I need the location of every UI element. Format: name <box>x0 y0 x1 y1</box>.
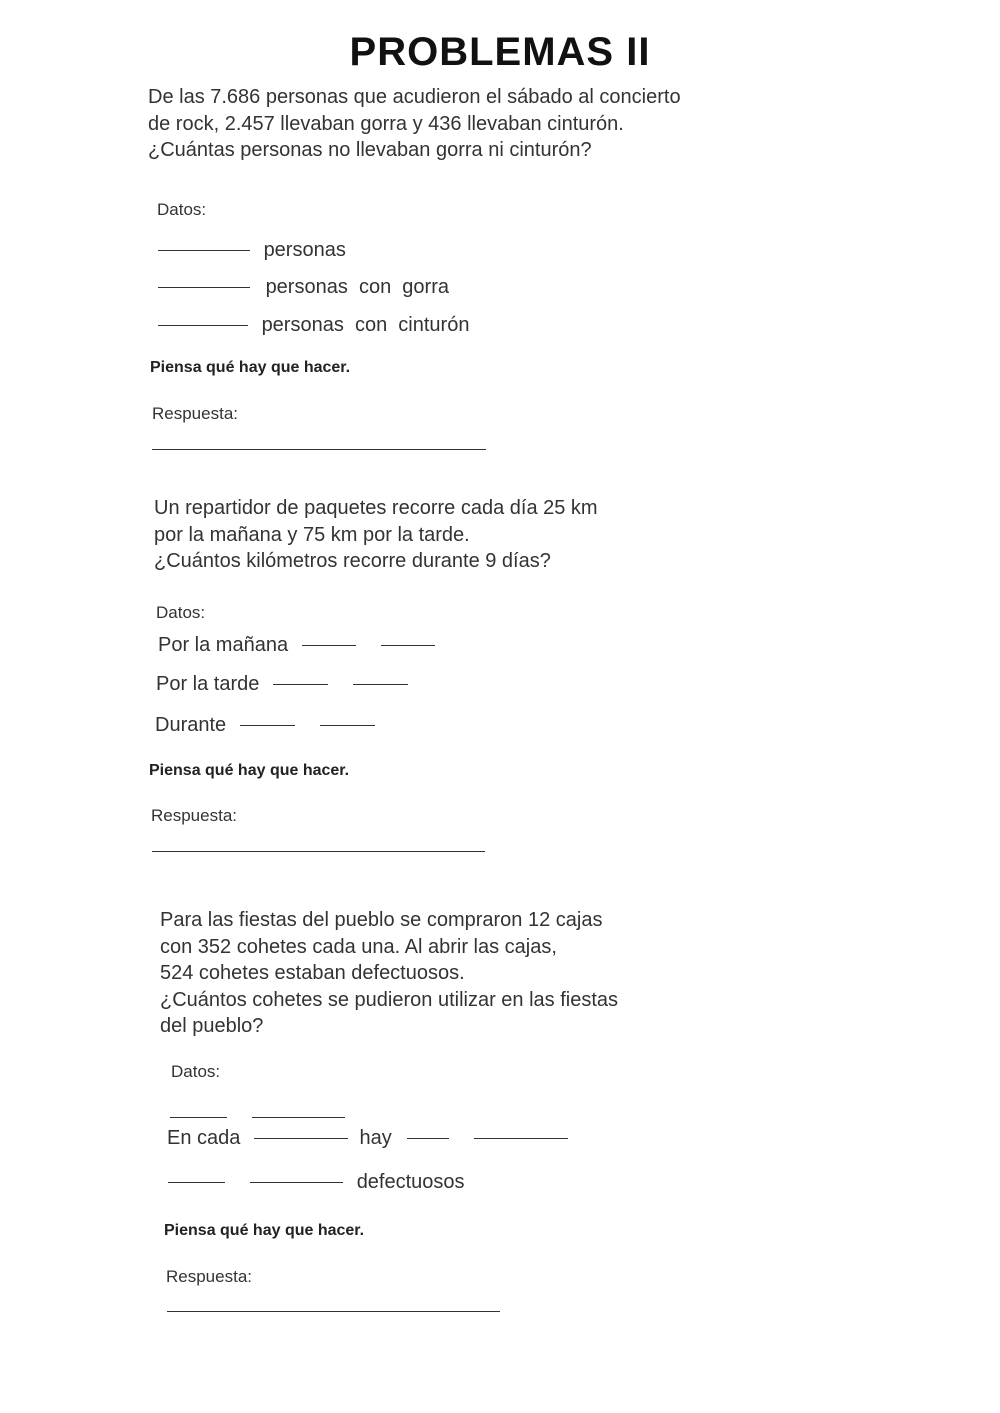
statement-line: con 352 cohetes cada una. Al abrir las cajas, <box>160 935 557 958</box>
problem-1-data-row <box>158 239 346 262</box>
problem-2-data-row <box>156 673 408 696</box>
problem-3-answer-label: Respuesta: <box>166 1267 252 1286</box>
statement-line: ¿Cuántos cohetes se pudieron utilizar en las fiestas <box>160 988 619 1011</box>
blank-field[interactable] <box>240 724 295 726</box>
problem-3-answer-line[interactable] <box>167 1311 500 1312</box>
problem-2-data-row <box>155 714 375 737</box>
problem-2-data-row <box>158 634 435 657</box>
problem-3-think-label: Piensa qué hay que hacer. <box>164 1222 365 1239</box>
problem-2-answer-line[interactable] <box>152 851 485 852</box>
blank-field[interactable] <box>158 286 250 288</box>
problem-1-statement <box>148 84 681 164</box>
blank-field[interactable] <box>168 1181 225 1183</box>
blank-field[interactable] <box>474 1137 568 1139</box>
data-row-label: Por la tarde <box>156 673 260 695</box>
data-row-label: personas con gorra <box>265 276 449 298</box>
blank-field[interactable] <box>252 1116 345 1118</box>
statement-line: De las 7.686 personas que acudieron el sábado al concierto <box>148 86 681 108</box>
blank-field[interactable] <box>250 1181 343 1183</box>
problem-1-data-label: Datos: <box>157 200 207 219</box>
problem-1-think-label: Piensa qué hay que hacer. <box>150 359 351 376</box>
blank-field[interactable] <box>302 644 356 646</box>
problem-3-data-label: Datos: <box>171 1062 221 1081</box>
data-row-label: defectuosos <box>356 1171 465 1193</box>
problem-2-think-label: Piensa qué hay que hacer. <box>149 762 350 779</box>
blank-field[interactable] <box>158 249 250 251</box>
blank-field[interactable] <box>254 1137 348 1139</box>
statement-line: Para las fiestas del pueblo se compraron 12 cajas <box>160 909 603 931</box>
blank-field[interactable] <box>381 644 435 646</box>
data-row-label: Por la mañana <box>158 634 289 656</box>
problem-3-data-row <box>168 1171 465 1194</box>
blank-field[interactable] <box>320 724 375 726</box>
data-row-label: personas con cinturón <box>261 314 470 336</box>
statement-line: ¿Cuántas personas no llevaban gorra ni cinturón? <box>148 139 592 161</box>
page-title: PROBLEMAS II <box>349 30 651 74</box>
data-row-label: Durante <box>155 714 227 736</box>
problem-1-answer-label: Respuesta: <box>152 404 238 423</box>
data-row-label: hay <box>359 1127 392 1149</box>
problem-1-data-row <box>158 314 469 337</box>
blank-field[interactable] <box>353 683 408 685</box>
statement-line: por la mañana y 75 km por la tarde. <box>154 523 470 546</box>
data-row-label: En cada <box>167 1127 241 1149</box>
data-row-label: personas <box>263 239 346 261</box>
statement-line: Un repartidor de paquetes recorre cada día 25 km <box>154 497 598 519</box>
problem-2-statement <box>154 495 598 575</box>
problem-1-answer-line[interactable] <box>152 449 486 450</box>
problem-2-data-label: Datos: <box>156 603 206 622</box>
problem-3-data-row <box>167 1127 568 1150</box>
statement-line: del pueblo? <box>160 1015 264 1037</box>
problem-2-answer-label: Respuesta: <box>151 806 237 825</box>
statement-line: ¿Cuántos kilómetros recorre durante 9 días? <box>154 550 551 572</box>
blank-field[interactable] <box>158 324 248 326</box>
blank-field[interactable] <box>170 1116 227 1118</box>
blank-field[interactable] <box>407 1137 449 1139</box>
statement-line: de rock, 2.457 llevaban gorra y 436 llevaban cinturón. <box>148 112 624 135</box>
problem-1-data-row <box>158 276 449 299</box>
statement-line: 524 cohetes estaban defectuosos. <box>160 962 465 984</box>
problem-3-statement <box>160 907 618 1040</box>
problem-3-data-row <box>170 1097 340 1111</box>
blank-field[interactable] <box>273 683 328 685</box>
